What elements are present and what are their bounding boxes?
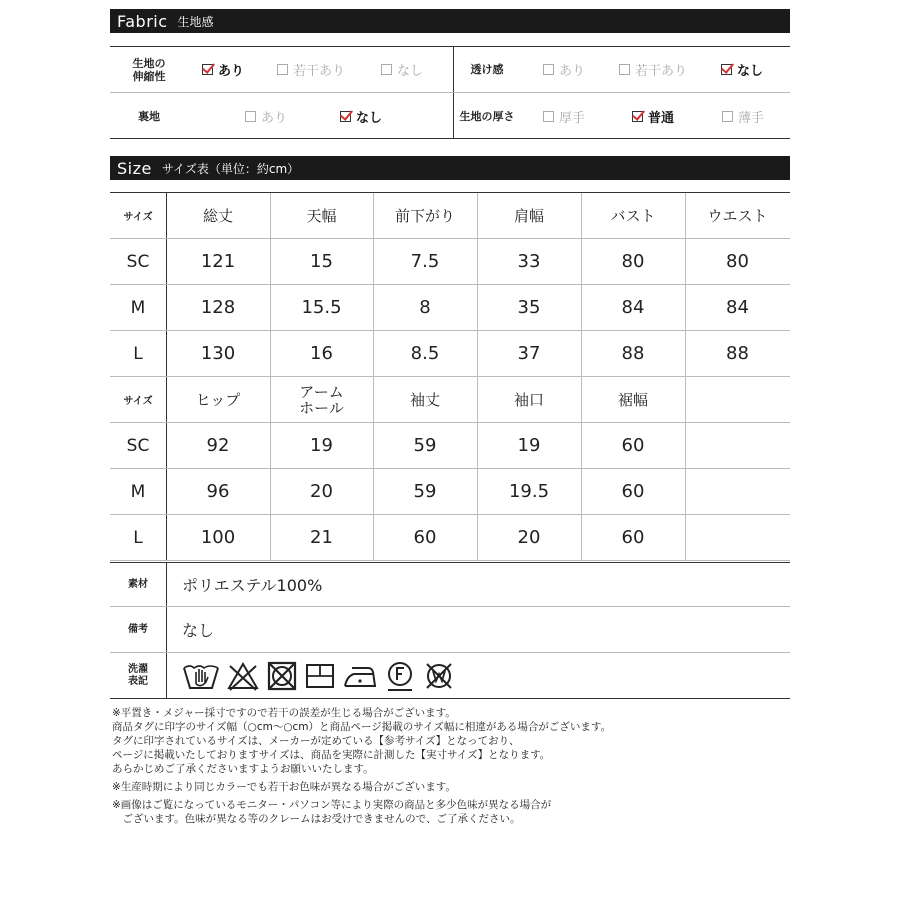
- size-label: SC: [126, 251, 150, 272]
- column-divider: [373, 193, 374, 238]
- measurement-value: 8.5: [410, 343, 440, 364]
- measurement-value: 130: [200, 343, 236, 364]
- measurement-value: 60: [621, 481, 645, 502]
- column-divider: [270, 331, 271, 376]
- measurement-header: 前下がり: [394, 207, 455, 225]
- thickness-option-2: [632, 93, 674, 139]
- column-divider: [373, 239, 374, 284]
- column-divider: [373, 285, 374, 330]
- column-divider: [685, 193, 686, 238]
- checkbox-unchecked-icon: [277, 64, 288, 75]
- size-column-header: サイズ: [123, 396, 153, 407]
- measurement-header: 袖口: [513, 391, 544, 409]
- measurement-header: ウエスト: [707, 207, 768, 225]
- measurement-value: [685, 515, 790, 560]
- size-header-row: [110, 193, 790, 239]
- column-divider: [581, 423, 582, 468]
- measurement-value: 59: [413, 435, 437, 456]
- divider: [166, 653, 167, 698]
- option-text: あり: [261, 110, 288, 126]
- measurement-header: 裾幅: [617, 391, 648, 409]
- option-text: 厚手: [559, 110, 586, 126]
- size-header-row: [110, 377, 790, 423]
- column-divider: [373, 377, 374, 422]
- option-text: なし: [356, 110, 383, 126]
- column-divider: [477, 331, 478, 376]
- column-divider: [581, 515, 582, 560]
- measurement-value: 84: [621, 297, 645, 318]
- size-row: [110, 285, 790, 331]
- stretch-option-2: [277, 47, 345, 92]
- column-divider: [477, 239, 478, 284]
- measurement-value: 121: [200, 251, 236, 272]
- measurement-value: 21: [310, 527, 333, 548]
- option-text: なし: [737, 64, 764, 79]
- measurement-value: 19: [517, 435, 541, 456]
- option-text: 普通: [648, 110, 675, 126]
- size-table: [110, 192, 790, 562]
- measurement-value: 8: [419, 297, 431, 318]
- column-divider: [166, 423, 167, 468]
- column-divider: [581, 331, 582, 376]
- checkbox-unchecked-icon: [543, 111, 554, 122]
- sheer-option-2: [619, 47, 687, 92]
- size-row: [110, 423, 790, 469]
- column-divider: [166, 285, 167, 330]
- column-divider: [166, 193, 167, 238]
- divider: [166, 607, 167, 652]
- low-iron-icon: [342, 660, 378, 692]
- option-text: あり: [559, 64, 586, 79]
- column-divider: [166, 377, 167, 422]
- lining-option-2: [340, 93, 382, 139]
- fabric-row-2: [110, 93, 790, 139]
- measurement-value: 15.5: [301, 297, 342, 318]
- fabric-title-en: Fabric: [117, 11, 168, 31]
- no-tumble-dry-icon: [266, 660, 298, 692]
- measurement-value: 33: [517, 251, 541, 272]
- column-divider: [270, 239, 271, 284]
- measurement-header: バスト: [610, 207, 656, 225]
- note-line: タグに印字されているサイズは、メーカーが定めている【参考サイズ】となっており、: [112, 735, 520, 747]
- option-text: あり: [218, 64, 245, 79]
- no-wet-clean-icon: [422, 660, 456, 692]
- column-divider: [373, 423, 374, 468]
- measurement-value: 19: [310, 435, 333, 456]
- fabric-title-jp: 生地感: [177, 14, 214, 29]
- measurement-value: 96: [206, 481, 230, 502]
- note-line: ※画像はご覧になっているモニター・パソコン等により実際の商品と多少色味が異なる場合が: [112, 799, 552, 811]
- measurement-value: 60: [621, 435, 645, 456]
- column-divider: [581, 469, 582, 514]
- column-divider: [166, 469, 167, 514]
- measurement-header: ヒップ: [195, 391, 241, 409]
- note-line: ページに掲載いたしておりますサイズは、商品を実際に計測した【実寸サイズ】となります。: [112, 749, 551, 761]
- measurement-value: 20: [310, 481, 333, 502]
- column-divider: [373, 469, 374, 514]
- column-divider: [685, 423, 686, 468]
- checkbox-checked-icon: [340, 111, 351, 122]
- no-bleach-icon: [226, 660, 260, 692]
- column-divider: [166, 239, 167, 284]
- measurement-header: 肩幅: [513, 207, 544, 225]
- column-divider: [685, 331, 686, 376]
- measurement-value: [685, 423, 790, 468]
- line-dry-icon: [304, 660, 336, 692]
- size-row: [110, 331, 790, 377]
- measurement-header: 天幅: [306, 207, 337, 225]
- size-label: M: [130, 297, 146, 318]
- hand-wash-icon: [182, 660, 220, 692]
- lining-label: 裏地: [138, 109, 160, 123]
- option-text: 薄手: [738, 110, 765, 126]
- lining-option-1: [245, 93, 287, 139]
- column-divider: [581, 285, 582, 330]
- sheer-label: 透け感: [470, 63, 504, 76]
- note-line: 商品タグに印字のサイズ幅（○cm〜○cm）と商品ページ掲載のサイズ幅に相違がある場合がございます。: [112, 721, 612, 733]
- dry-clean-f-icon: [384, 660, 416, 692]
- measurement-header: [685, 377, 790, 422]
- stretch-option-1: [202, 47, 244, 92]
- measurement-value: 16: [310, 343, 333, 364]
- measurement-value: 20: [517, 527, 541, 548]
- sheer-option-3: [721, 47, 763, 92]
- measurement-value: 88: [726, 343, 749, 364]
- column-divider: [477, 423, 478, 468]
- measurement-value: 128: [200, 297, 236, 318]
- measurement-value: 80: [726, 251, 749, 272]
- column-divider: [477, 377, 478, 422]
- thickness-option-1: [543, 93, 585, 139]
- measurement-value: 7.5: [410, 251, 440, 272]
- size-label: L: [133, 527, 143, 548]
- fabric-table: [110, 46, 790, 139]
- column-divider: [581, 239, 582, 284]
- option-text: なし: [397, 64, 424, 79]
- column-divider: [477, 469, 478, 514]
- column-divider: [685, 377, 686, 422]
- column-divider: [270, 515, 271, 560]
- measurement-value: 35: [517, 297, 541, 318]
- material-label: 素材: [128, 578, 148, 590]
- checkbox-unchecked-icon: [543, 64, 554, 75]
- measurement-value: 19.5: [508, 481, 550, 502]
- measurement-value: 60: [413, 527, 437, 548]
- thickness-label: 生地の厚さ: [459, 109, 515, 123]
- checkbox-unchecked-icon: [619, 64, 630, 75]
- remarks-value: なし: [182, 621, 215, 640]
- fabric-section-header: [110, 9, 790, 33]
- column-divider: [477, 515, 478, 560]
- checkbox-checked-icon: [632, 111, 643, 122]
- size-title-en: Size: [117, 158, 152, 178]
- remarks-label: 備考: [128, 623, 148, 635]
- measurement-value: 37: [517, 343, 541, 364]
- column-divider: [685, 469, 686, 514]
- column-divider: [373, 515, 374, 560]
- measurement-value: 60: [621, 527, 645, 548]
- size-label: SC: [126, 435, 150, 456]
- column-divider: [581, 193, 582, 238]
- sheer-option-1: [543, 47, 585, 92]
- column-divider: [581, 377, 582, 422]
- column-divider: [270, 193, 271, 238]
- column-divider: [166, 515, 167, 560]
- measurement-value: 80: [621, 251, 645, 272]
- washing-row: [110, 653, 790, 699]
- measurement-header: アーム ホール: [299, 382, 344, 417]
- measurement-header: 総丈: [202, 207, 233, 225]
- size-row: [110, 515, 790, 561]
- measurement-header: 袖丈: [409, 391, 440, 409]
- column-divider: [685, 285, 686, 330]
- checkbox-unchecked-icon: [381, 64, 392, 75]
- measurement-value: [685, 469, 790, 514]
- column-divider: [477, 193, 478, 238]
- size-row: [110, 469, 790, 515]
- measurement-value: 92: [206, 435, 230, 456]
- material-value: ポリエステル100%: [182, 576, 323, 595]
- stretch-option-3: [381, 47, 423, 92]
- note-line: ※平置き・メジャー採寸ですので若干の誤差が生じる場合がございます。: [112, 707, 456, 719]
- column-divider: [270, 285, 271, 330]
- measurement-value: 59: [413, 481, 437, 502]
- size-title-jp: サイズ表（単位：約cm）: [161, 161, 300, 176]
- stretch-label: 生地の 伸縮性: [132, 56, 166, 83]
- column-divider: [270, 423, 271, 468]
- checkbox-unchecked-icon: [245, 111, 256, 122]
- care-icons: [182, 653, 456, 698]
- column-divider: [685, 515, 686, 560]
- note-line: ございます。色味が異なる等のクレームはお受けできませんので、ご了承ください。: [112, 813, 521, 825]
- size-label: M: [130, 481, 146, 502]
- column-divider: [270, 469, 271, 514]
- size-column-header: サイズ: [123, 212, 153, 223]
- thickness-option-3: [722, 93, 764, 139]
- size-section-header: [110, 156, 790, 180]
- measurement-value: 15: [310, 251, 333, 272]
- size-row: [110, 239, 790, 285]
- column-divider: [373, 331, 374, 376]
- measurement-value: 100: [200, 527, 236, 548]
- notes-block: [112, 706, 792, 826]
- washing-label: 洗濯 表記: [128, 663, 148, 687]
- divider: [166, 563, 167, 606]
- checkbox-unchecked-icon: [722, 111, 733, 122]
- fabric-row-1: [110, 47, 790, 93]
- size-label: L: [133, 343, 143, 364]
- measurement-value: 88: [621, 343, 645, 364]
- checkbox-checked-icon: [202, 64, 213, 75]
- option-text: 若干あり: [635, 64, 688, 79]
- option-text: 若干あり: [293, 64, 346, 79]
- material-row: [110, 562, 790, 607]
- checkbox-checked-icon: [721, 64, 732, 75]
- note-line: ※生産時期により同じカラーでも若干お色味が異なる場合がございます。: [112, 781, 456, 793]
- note-line: あらかじめご了承くださいますようお願いいたします。: [112, 763, 374, 775]
- column-divider: [477, 285, 478, 330]
- column-divider: [685, 239, 686, 284]
- column-divider: [166, 331, 167, 376]
- remarks-row: [110, 607, 790, 653]
- measurement-value: 84: [726, 297, 749, 318]
- column-divider: [270, 377, 271, 422]
